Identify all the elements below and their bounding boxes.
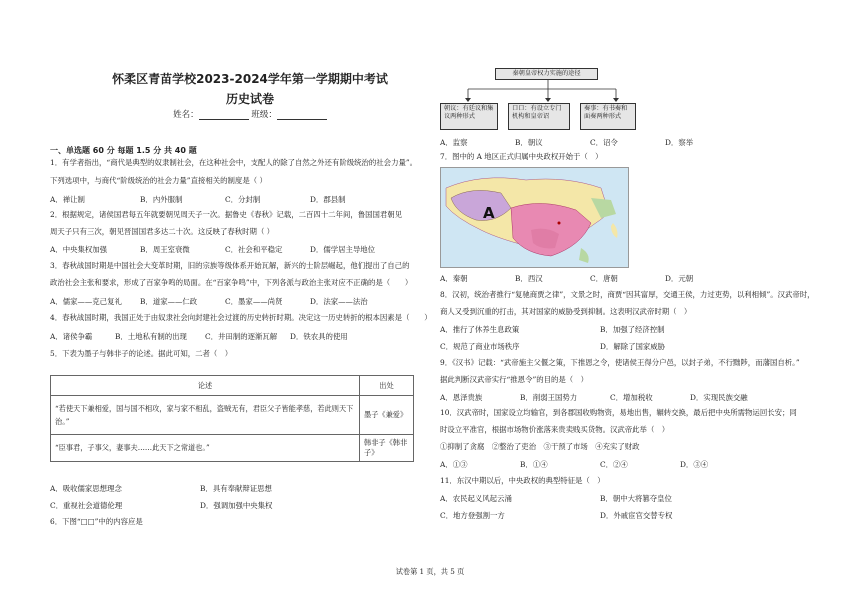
q3-line-2: 政治社会主张和要求，形成了百家争鸣的局面。在“百家争鸣”中，下列各派与政治主张对应不正确的是（ ）: [50, 278, 413, 287]
table-cell-statement: “若使天下兼相爱，国与国不相攻，家与家不相乱，盗贼无有，君臣父子皆能孝慈，若此则天下治。”: [51, 396, 360, 435]
q11-option-b: B．朝中大将篡夺皇位: [600, 494, 672, 503]
q9-option-c: C．增加税收: [610, 393, 653, 402]
q4-option-d: D．铁农具的使用: [290, 332, 348, 341]
q5-option-d: D．强调加强中央集权: [200, 501, 273, 510]
q5-option-b: B．具有奉献辩证思想: [200, 484, 272, 493]
q2-option-a: A．中央集权加强: [50, 245, 108, 254]
diagram-middle-box: 口口：有设立专门机构和皇帝诏: [508, 103, 570, 130]
q4-option-c: C．井田制的逐渐瓦解: [205, 332, 278, 341]
q4-option-b: B．土地私有制的出现: [115, 332, 187, 341]
q11-option-a: A．农民起义风起云涌: [440, 494, 512, 503]
q1-option-a: A．禅让制: [50, 195, 85, 204]
q6-option-c: C．诏令: [590, 138, 618, 147]
name-blank[interactable]: [199, 110, 249, 120]
section-heading: 一、单选题 60 分 每题 1.5 分 共 40 题: [50, 146, 197, 155]
q6-line-1: 6．下图“□□”中的内容应是: [50, 517, 143, 526]
q9-line-1: 9．《汉书》记载：“武帝施主父偃之策，下推恩之令，使诸侯王得分户邑，以封子弟，不行黜陟，而藩国自析。”: [440, 358, 800, 367]
page-footer: 试卷第 1 页，共 5 页: [395, 567, 465, 576]
q11-option-d: D．外戚宦官交替专权: [600, 511, 673, 520]
q5-option-c: C．重视社会道德伦理: [50, 501, 123, 510]
q5-option-a: A．吸收儒家思想理念: [50, 484, 122, 493]
q11-option-c: C．地方登强割一方: [440, 511, 505, 520]
q10-option-c: C．②④: [600, 460, 628, 469]
q1-option-d: D．郡县制: [310, 195, 346, 204]
q10-option-d: D．③④: [680, 460, 709, 469]
diagram-right-box: 奏事：有书奏和面奏两种形式: [580, 103, 636, 130]
q1-option-c: C．分封制: [225, 195, 261, 204]
q7-option-b: B．西汉: [515, 274, 543, 283]
q1-option-b: B．内外服制: [140, 195, 183, 204]
q10-line-2: 时设立平准官，根据市场物价涨落来贵卖贱买货物。汉武帝此举（ ）: [440, 425, 670, 434]
q4-line-1: 4．春秋战国时期，我国正处于由奴隶社会向封建社会过渡的历史转折时期。决定这一历史转折的根本因素是（ ）: [50, 313, 432, 322]
table-cell-source: 韩非子《韩非子》: [360, 435, 414, 462]
map-marker-a: A: [483, 204, 495, 222]
q10-option-a: A．①③: [440, 460, 468, 469]
q4-option-a: A．诸侯争霸: [50, 332, 93, 341]
q6-option-b: B．朝议: [515, 138, 543, 147]
q6-option-a: A．监察: [440, 138, 468, 147]
table-row: [51, 396, 414, 435]
q8-option-d: D．解除了国家威胁: [600, 342, 666, 351]
q11-line-1: 11．东汉中期以后，中央政权的典型特征是（ ）: [440, 476, 605, 485]
q8-option-b: B．加强了经济控制: [600, 325, 665, 334]
diagram-left-box: 朝议：有廷议和集议两种形式: [440, 103, 498, 130]
table-cell-statement: “臣事君，子事父，妻事夫……此天下之常道也。”: [51, 435, 360, 462]
q3-option-a: A．儒家——克己复礼: [50, 297, 122, 306]
class-blank[interactable]: [277, 110, 327, 120]
student-info: [90, 108, 410, 120]
table-header-statement: 论述: [51, 376, 360, 396]
q2-option-c: C．社会和平稳定: [225, 245, 283, 254]
table-cell-source: 墨子《兼爱》: [360, 396, 414, 435]
q7-option-c: C．唐朝: [590, 274, 618, 283]
q3-option-c: C．墨家——尚贤: [225, 297, 283, 306]
q3-option-d: D．法家——法治: [310, 297, 368, 306]
q7-line-1: 7．图中的 A 地区正式归属中央政权开始于（ ）: [440, 152, 603, 161]
q2-option-d: D．儒学居主导地位: [310, 245, 376, 254]
exam-title: 怀柔区青苗学校2023-2024学年第一学期期中考试: [112, 72, 388, 86]
class-label: 班级：: [251, 110, 277, 120]
q10-items: ①抑制了贪腐 ②整治了吏治 ③干预了市场 ④充实了财政: [440, 442, 640, 451]
diagram-top-box: 秦朝皇帝权力实施的途径: [495, 68, 598, 80]
map-illustration: [441, 168, 628, 267]
q8-line-2: 商人又受到沉重的打击，其对国家的威胁受到抑制。这表明汉武帝时期（ ）: [440, 307, 692, 316]
table-header-row: [51, 376, 414, 396]
q9-line-2: 据此判断汉武帝实行“推恩令”的目的是（ ）: [440, 375, 588, 384]
q1-line-1: 1．有学者指出，“商代是典型的奴隶制社会，在这种社会中，支配人的除了自然之外还有阶级统治的社会力量”。: [50, 158, 418, 167]
q9-option-b: B．削弱王国势力: [520, 393, 578, 402]
q10-line-1: 10．汉武帝时，国家设立均输官，到各郡国收购物资，易地出售，辗转交换，最后把中央所需物运回长安；同: [440, 408, 797, 417]
q5-table: [50, 375, 414, 462]
q3-line-1: 3．春秋战国时期是中国社会大变革时期，旧的宗族等级体系开始瓦解，新兴的士阶层崛起，他们提出了自己的: [50, 261, 410, 270]
q3-option-b: B．道家——仁政: [140, 297, 198, 306]
name-label: 姓名：: [173, 110, 199, 120]
q10-option-b: B．①④: [520, 460, 548, 469]
power-diagram: [438, 65, 638, 133]
q9-option-d: D．实现民族交融: [690, 393, 748, 402]
q1-line-2: 下列选项中，与商代“阶级统治的社会力量”直接相关的制度是（ ）: [50, 176, 267, 185]
table-header-source: 出处: [360, 376, 414, 396]
q2-line-1: 2．根据规定，诸侯国君每五年就要朝见周天子一次。据鲁史《春秋》记载，二百四十二年间，鲁国国君朝见: [50, 210, 403, 219]
q8-option-a: A．推行了休养生息政策: [440, 325, 520, 334]
q7-option-a: A．秦朝: [440, 274, 468, 283]
historical-map: [440, 167, 629, 268]
q8-option-c: C．规范了商业市场秩序: [440, 342, 520, 351]
q6-option-d: D．察举: [665, 138, 694, 147]
q2-option-b: B．周王室衰微: [140, 245, 190, 254]
exam-subtitle: 历史试卷: [225, 92, 274, 106]
q5-line-1: 5．下表为墨子与韩非子的论述。据此可知，二者（ ）: [50, 349, 233, 358]
q2-line-2: 周天子只有三次，朝见晋国国君多达二十次。这反映了春秋时期（ ）: [50, 227, 275, 236]
q8-line-1: 8．汉初，统治者推行“复驰商贾之律”，文景之时，商贾“因其富厚，交通王侯，力过吏势，以利相倾”。汉武帝时，: [440, 290, 815, 299]
q7-option-d: D．元朝: [665, 274, 694, 283]
table-row: [51, 435, 414, 462]
q9-option-a: A．恩泽贵族: [440, 393, 483, 402]
